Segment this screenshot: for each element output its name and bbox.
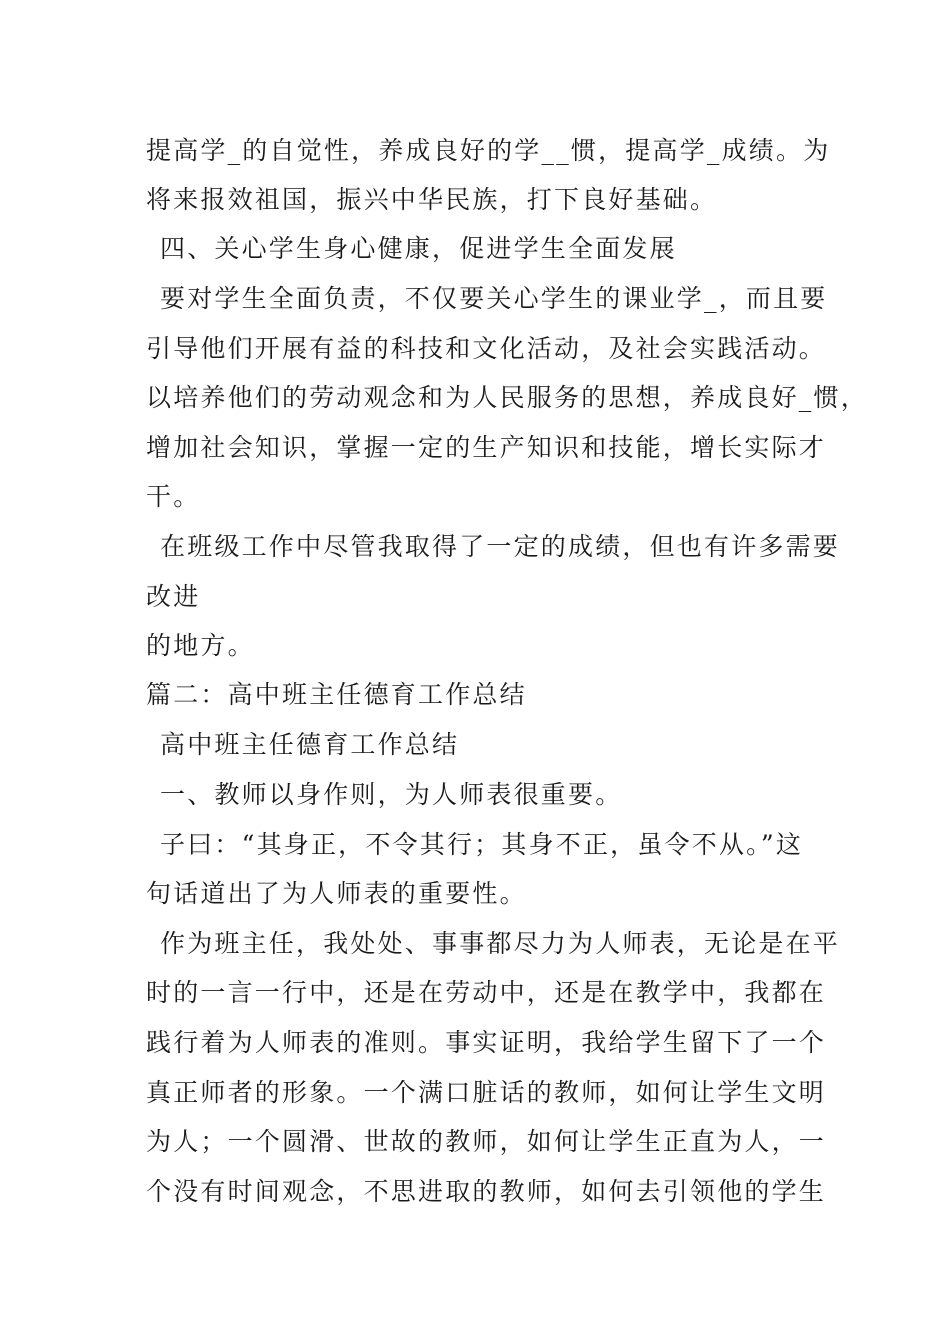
- text-line: 引导他们开展有益的科技和文化活动，及社会实践活动。: [146, 334, 827, 363]
- chapter-title: 篇二：高中班主任德育工作总结: [146, 680, 527, 709]
- text-line: 改进: [146, 582, 201, 611]
- text-line: 作为班主任，我处处、事事都尽力为人师表，无论是在平: [160, 929, 841, 958]
- text-line: 的地方。: [146, 631, 255, 660]
- text-line: 践行着为人师表的准则。事实证明，我给学生留下了一个: [146, 1028, 827, 1057]
- text-line: 子曰：“其身正，不令其行；其身不正，虽令不从。”这: [160, 830, 804, 859]
- text-line: 个没有时间观念，不思进取的教师，如何去引领他的学生: [146, 1177, 827, 1206]
- section-heading: 一、教师以身作则，为人师表很重要。: [160, 780, 623, 809]
- section-heading: 四、关心学生身心健康，促进学生全面发展: [160, 234, 677, 263]
- text-line: 干。: [146, 482, 201, 511]
- text-line: 句话道出了为人师表的重要性。: [146, 879, 527, 908]
- text-line: 将来报效祖国，振兴中华民族，打下良好基础。: [146, 185, 718, 214]
- text-line: 为人；一个圆滑、世故的教师，如何让学生正直为人，一: [146, 1127, 827, 1156]
- text-line: 增加社会知识，掌握一定的生产知识和技能，增长实际才: [146, 433, 827, 462]
- text-line: 提高学_的自觉性，养成良好的学__惯，提高学_成绩。为: [146, 136, 831, 165]
- text-line: 要对学生全面负责，不仅要关心学生的课业学_，而且要: [160, 284, 828, 313]
- text-line: 时的一言一行中，还是在劳动中，还是在教学中，我都在: [146, 978, 827, 1007]
- text-line: 真正师者的形象。一个满口脏话的教师，如何让学生文明: [146, 1078, 827, 1107]
- text-line: 在班级工作中尽管我取得了一定的成绩，但也有许多需要: [160, 532, 841, 561]
- text-line: 以培养他们的劳动观念和为人民服务的思想，养成良好_惯，: [146, 383, 868, 412]
- document-title: 高中班主任德育工作总结: [160, 730, 460, 759]
